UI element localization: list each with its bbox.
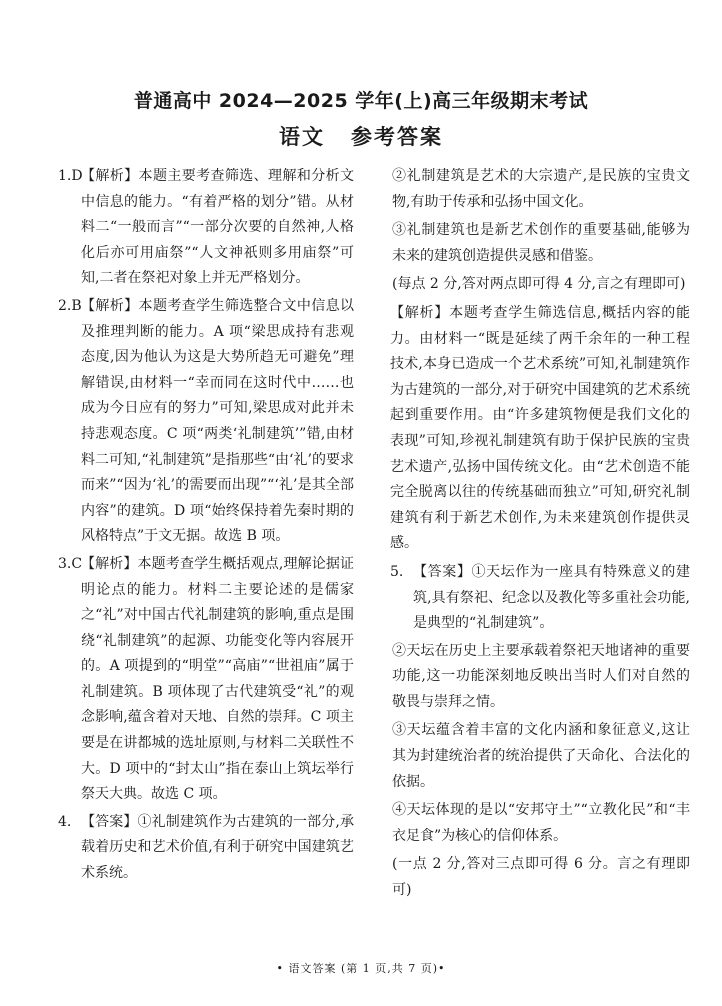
item-number: 4. <box>58 813 72 830</box>
item4-point-3: ③礼制建筑也是新艺术创作的重要基础,能够为未来的建筑创造提供灵感和借鉴。 <box>392 222 690 264</box>
item-text: 【答案】①礼制建筑作为古建筑的一部分,承载着历史和艺术价值,有利于研究中国建筑艺术系统。 <box>81 813 354 882</box>
item5-point-2: ②天坛在历史上主要承载着祭祀天地诸神的重要功能,这一功能深刻地反映出当时人们对自然的敬畏与崇拜之情。 <box>392 642 690 710</box>
answer-item-4 <box>58 810 354 887</box>
item-number: 2.B <box>58 297 82 314</box>
subtitle-subject: 语文 <box>279 125 325 149</box>
page-title: 普通高中 2024—2025 学年(上)高三年级期末考试 <box>133 90 589 112</box>
answer-item-2 <box>58 294 354 550</box>
item-number: 1.D <box>58 168 83 184</box>
item-number: 3.C <box>58 555 83 572</box>
item5-point-3: ③天坛蕴含着丰富的文化内涵和象征意义,这让其为封建统治者的统治提供了天命化、合法化的依据。 <box>392 722 690 790</box>
item4-point-2: ②礼制建筑是艺术的大宗遗产,是民族的宝贵文物,有助于传承和弘扬中国文化。 <box>392 168 690 210</box>
item-text: 【答案】①天坛作为一座具有特殊意义的建筑,具有祭祀、纪念以及教化等多重社会功能,是典型的“礼制建筑”。 <box>413 563 690 632</box>
answer-item-1 <box>58 164 354 292</box>
page-footer: • 语文答案 (第 1 页,共 7 页)• <box>276 962 446 975</box>
answer-item-5 <box>390 560 690 637</box>
subtitle-answers: 参考答案 <box>351 125 443 149</box>
item4-scoring-note: (每点 2 分,答对两点即可得 4 分,言之有理即可) <box>392 276 686 293</box>
left-column <box>58 164 354 889</box>
answer-item-3 <box>58 552 354 808</box>
item4-analysis: 【解析】本题考查学生筛选信息,概括内容的能力。由材料一“既是延续了两千余年的一种工程技术,本身已造成一个艺术系统”可知,礼制建筑作为古建筑的一部分,对于研究中国建筑的艺术系统起到重要作用。由“许多建筑物便是我们文化的表现”可知,珍视礼制建筑有助于保护民族的宝贵艺术遗产,弘扬中国传统文化。由“艺术创造不能完全脱离以往的传统基础而独立”可知,研究礼制建筑有利于新艺术创作,为未来建筑创作提供灵感。 <box>390 304 690 552</box>
item-text: 【解析】本题考查学生筛选整合文中信息以及推理判断的能力。A 项“梁思成持有悲观态度,因为他认为这是大势所趋无可避免”理解错误,由材料一“幸而同在这时代中……也成为今日应有的努力”可知,梁思成对此并未持悲观态度。C 项“两类‘礼制建筑’”错,由材料二可知,“礼制建筑”是指那些“由‘礼’的要求而来”“因为‘礼’的需要而出现”“‘礼’是其全部内容”的建筑。D 项“始终保持着先秦时期的风格特点”于文无据。故选 B 项。 <box>81 297 354 545</box>
item-number: 5. <box>390 563 404 580</box>
item5-scoring-note: (一点 2 分,答对三点即可得 6 分。言之有理即可) <box>392 856 690 899</box>
item-text: 【解析】本题主要考查筛选、理解和分析文中信息的能力。“有着严格的划分”错。从材料二“一般而言”“一部分次要的自然神,人格化后亦可用庙祭”“人文神祇则多用庙祭”可知,二者在祭祀对象上并无严格划分。 <box>81 168 354 287</box>
page-subtitle <box>0 121 722 151</box>
item-text: 【解析】本题考查学生概括观点,理解论据证明论点的能力。材料二主要论述的是儒家之“礼”对中国古代礼制建筑的影响,重点是围绕“礼制建筑”的起源、功能变化等内容展开的。A 项提到的“明堂”“高庙”“世祖庙”属于礼制建筑。B 项体现了古代建筑受“礼”的观念影响,蕴含着对天地、自然的崇拜。C 项主要是在讲都城的选址原则,与材料二关联性不大。D 项中的“封太山”指在泰山上筑坛举行祭天大典。故选 C 项。 <box>81 555 354 803</box>
right-column <box>390 164 690 907</box>
item5-point-4: ④天坛体现的是以“安邦守土”“立教化民”和“丰衣足食”为核心的信仰体系。 <box>392 802 690 844</box>
